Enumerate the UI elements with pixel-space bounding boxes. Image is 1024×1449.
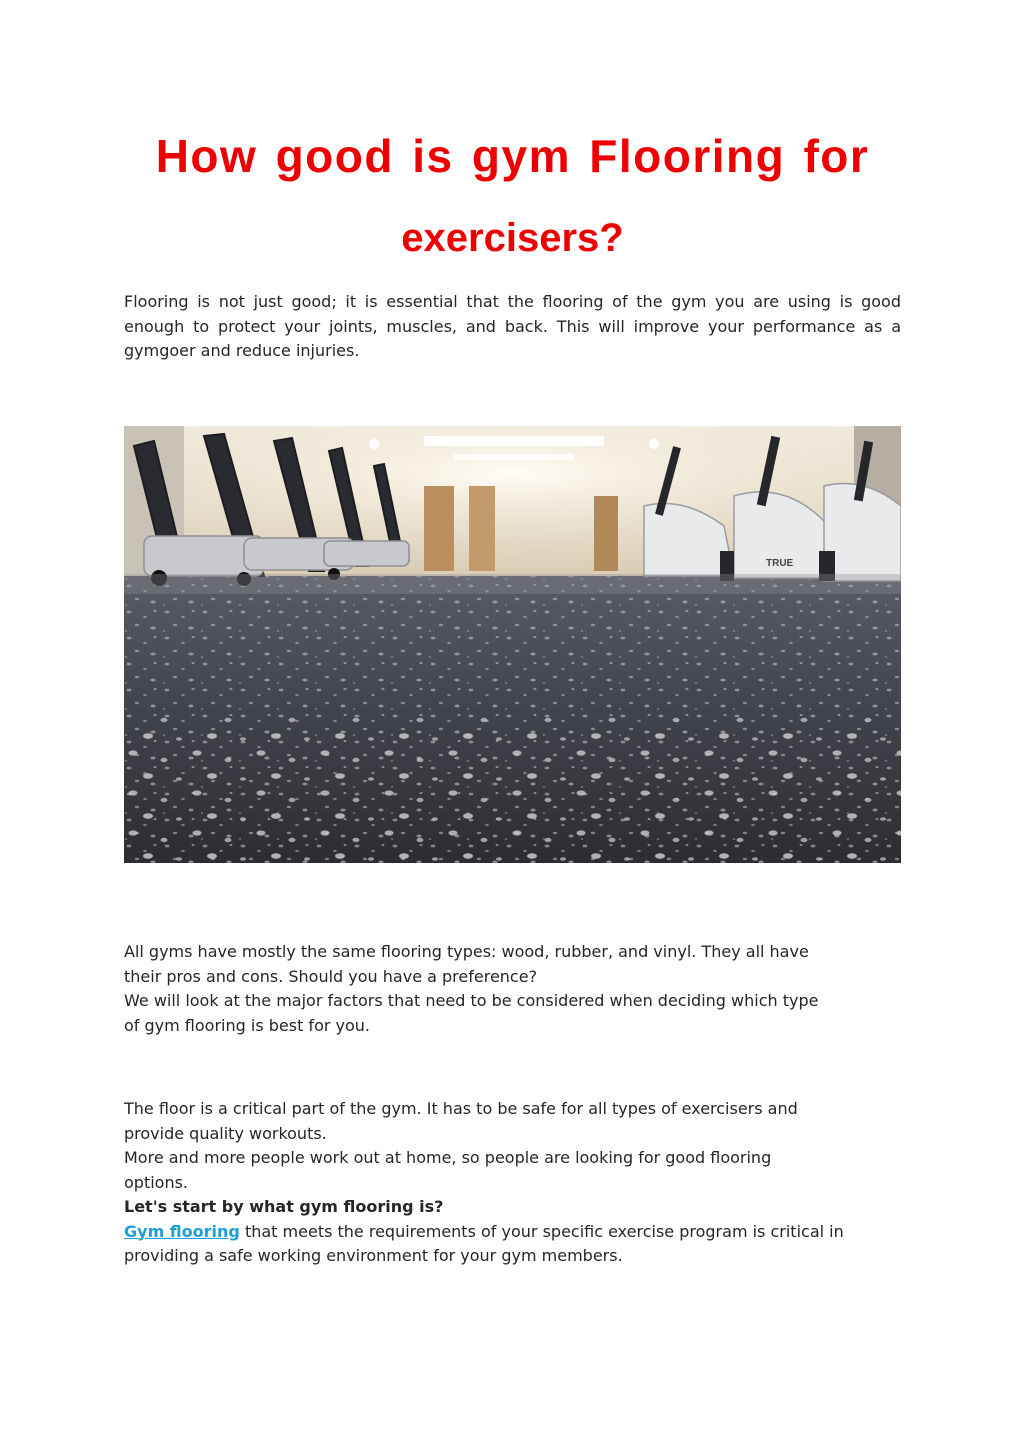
gym-flooring-link[interactable]: Gym flooring — [124, 1221, 240, 1241]
machine-brand-label: TRUE — [766, 558, 794, 569]
paragraph-line: We will look at the major factors that need to be considered when deciding which type — [124, 991, 819, 1010]
section-heading: Let's start by what gym flooring is? — [124, 1197, 444, 1216]
paragraph-line: All gyms have mostly the same flooring types: wood, rubber, and vinyl. They all have — [124, 942, 809, 961]
paragraph-line: The floor is a critical part of the gym. It has to be safe for all types of exercisers and — [124, 1099, 798, 1118]
paragraph-line: providing a safe working environment for your gym members. — [124, 1246, 623, 1265]
page-title-continued: exercisers? — [401, 216, 624, 260]
paragraph-line: More and more people work out at home, so people are looking for good flooring — [124, 1148, 772, 1167]
paragraph-line: of gym flooring is best for you. — [124, 1015, 370, 1035]
paragraph-line-with-link — [124, 1220, 874, 1245]
intro-paragraph: Flooring is not just good; it is essential that the flooring of the gym you are using is good enough to protect your joints, muscles, and back. This will improve your performance as a gymgoer and reduce injuries. — [124, 292, 901, 360]
paragraph-line: their pros and cons. Should you have a preference? — [124, 966, 538, 986]
paragraph-line: options. — [124, 1172, 189, 1192]
page-title: How good is gym Flooring for — [155, 130, 870, 182]
gym-floor-illustration — [124, 426, 901, 863]
flooring-types-section — [124, 940, 874, 1038]
paragraph-line: provide quality workouts. — [124, 1123, 327, 1143]
critical-floor-section — [124, 1097, 874, 1269]
gym-floor-photo — [124, 426, 901, 863]
paragraph-line-rest: that meets the requirements of your specific exercise program is critical in — [239, 1221, 844, 1241]
